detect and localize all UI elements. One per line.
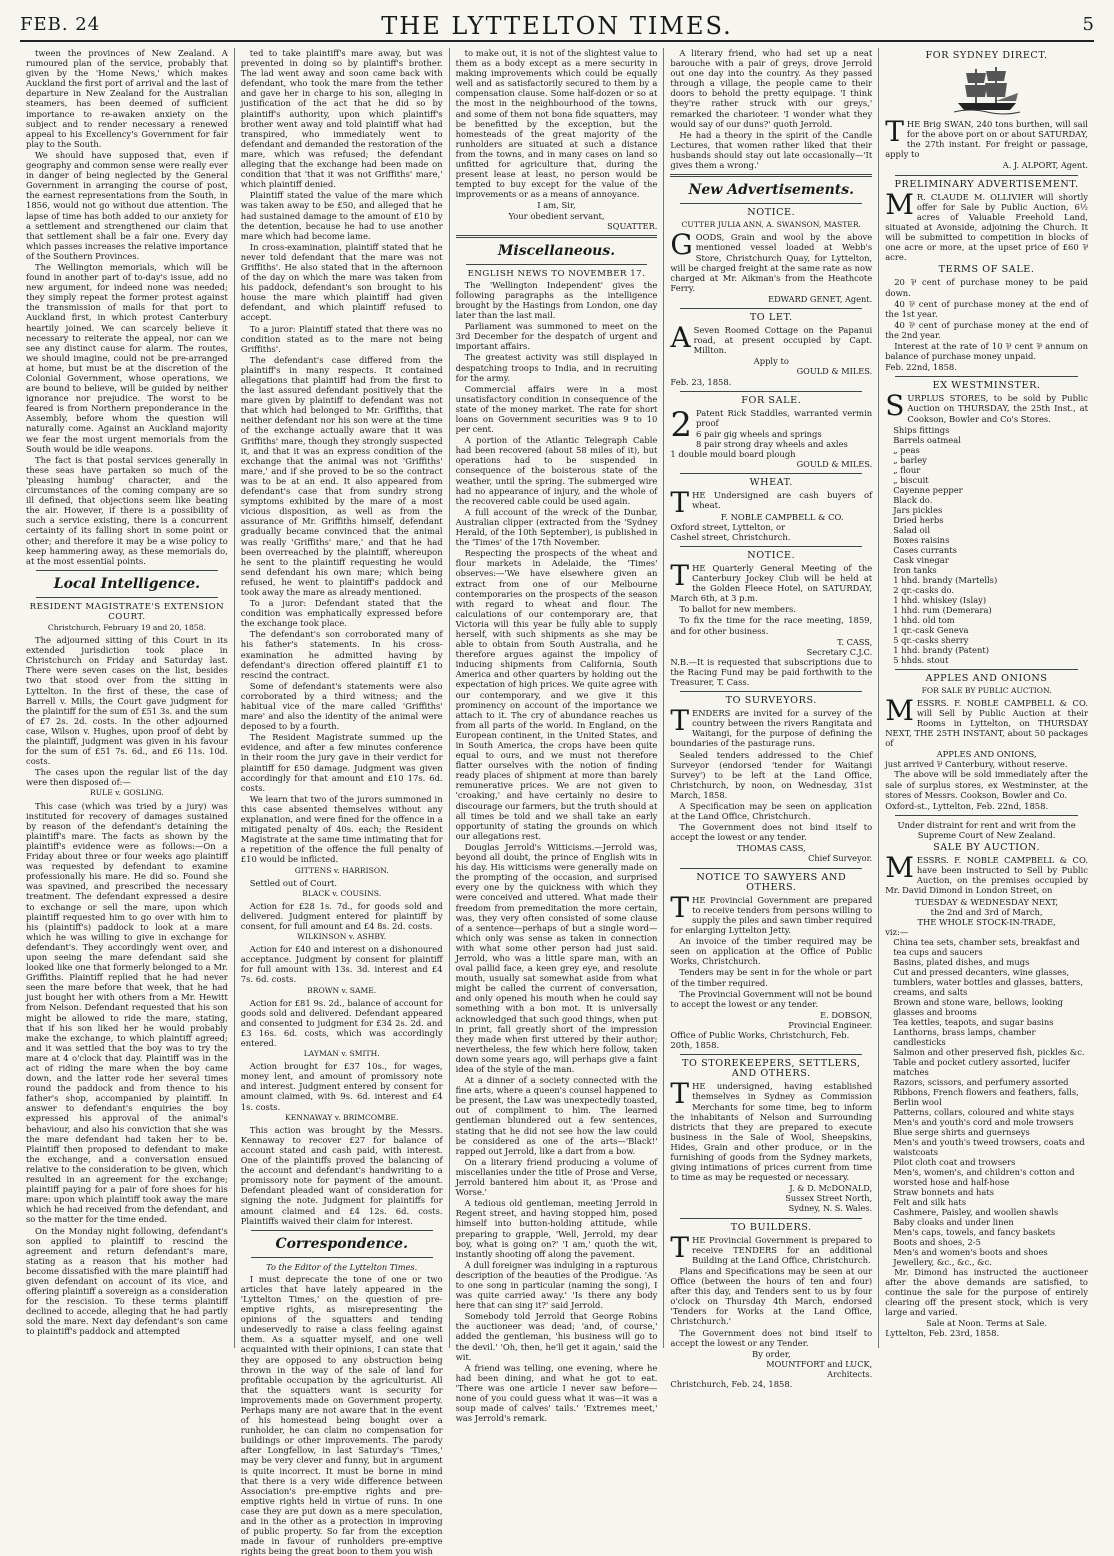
drop-cap: T bbox=[670, 486, 690, 520]
divider bbox=[895, 376, 1078, 377]
ad-date: Lyttelton, Feb. 23rd, 1858. bbox=[885, 1328, 1000, 1339]
case-title: GITTENS v. HARRISON. bbox=[294, 865, 389, 875]
drop-cap: M bbox=[885, 851, 914, 885]
ad-line: 40 ⅌ cent of purchase money at the end of the 1st year. bbox=[885, 298, 1088, 319]
article-paragraph: The greatest activity was still displayed in despatching troops to India, and in recruiting for the army. bbox=[455, 352, 658, 383]
divider bbox=[680, 691, 862, 692]
ad-line: just arrived ⅌ Canterbury, without reserve. bbox=[885, 759, 1068, 770]
ad-date: Feb. 23, 1858. bbox=[670, 376, 732, 387]
ad-apply: Apply to bbox=[753, 356, 789, 367]
list-item: „ flour bbox=[893, 464, 921, 475]
ad-address: Sydney, N. S. Wales. bbox=[788, 1203, 873, 1214]
ad-body: OODS, Grain and wool by the above mentioned vessel loaded at Webb's Store, Christchurch Quay, for Lyttelton, will be charged freight at the same rate as now charged at Mr. Aikman's from the Heathcote Ferry. bbox=[670, 232, 873, 293]
ad-line: 1 double mould board plough bbox=[670, 449, 796, 460]
ad-signature-title: Chief Surveyor. bbox=[808, 853, 873, 864]
list-item: Barrels oatmeal bbox=[893, 434, 961, 445]
ad-date: Feb. 22nd, 1858. bbox=[885, 362, 957, 373]
list-item: Men's and youth's cord and mole trowsers bbox=[893, 1116, 1074, 1127]
page-number: 5 bbox=[1082, 14, 1094, 35]
list-item: 5 qr.-casks sherry bbox=[893, 634, 969, 645]
drop-cap: S bbox=[885, 389, 905, 423]
ad-line: Mr. Dimond has instructed the auctioneer after the above demands are satisfied, to continue the sale for the purpose of entirely clearing off the present stock, which is very large and varied. bbox=[885, 1266, 1088, 1318]
ad-address: Oxford street, Lyttelton, or bbox=[670, 521, 786, 532]
ad-body: HE Brig SWAN, 240 tons burthen, will sail for the above port on or about SATURDAY, the 27th instant. For freight or passage, apply to bbox=[885, 119, 1088, 160]
ad-line: A Specification may be seen on application at the Land Office, Christchurch. bbox=[670, 801, 873, 822]
list-item: Cases currants bbox=[893, 544, 957, 555]
article-paragraph: On a literary friend producing a volume of miscellanies under the title of Prose and Verse, Jerrold bantered him about it, as 'Prose and Worse.' bbox=[455, 1156, 658, 1198]
case-title: RULE v. GOSLING. bbox=[90, 788, 164, 798]
article-paragraph: Plaintiff stated the value of the mare which was taken away to be £50, and alleged that he had sustained damage to the amount of £10 by the detention, because he had to use another mare which had become lame. bbox=[240, 190, 443, 241]
ad-date: Oxford-st., Lyttelton, Feb. 22nd, 1858. bbox=[885, 800, 1049, 811]
column-4 bbox=[664, 48, 879, 1389]
divider bbox=[680, 868, 862, 869]
ad-highlight: TUESDAY & WEDNESDAY NEXT, bbox=[915, 896, 1059, 907]
drop-cap: M bbox=[885, 187, 914, 221]
list-item: 1 hhd. whiskey (Islay) bbox=[893, 594, 987, 605]
drop-cap: G bbox=[670, 228, 693, 262]
divider bbox=[680, 203, 862, 204]
ad-signature-title: Architects. bbox=[827, 1368, 873, 1379]
list-item: „ barley bbox=[893, 454, 927, 465]
article-paragraph: The adjourned sitting of this Court in its extended jurisdiction took place in Christchurch on Friday and Saturday last. There were seven cases on the list, besides two that stood over from the sitting in Lyttelton. In the first of these, the case of Barrell v. Mills, the Court gave judgment for the plaintiff for the sum of £51 3s. and the sum of £7 2s. 2d. costs. In the other adjourned case, Wilson v. Hughes, upon proof of debt by the plaintiff, judgment was given in his favour for the sum of £51 7s. 6d., and £6 11s. 10d. costs. bbox=[26, 635, 228, 767]
ad-body: URPLUS STORES, to be sold by Public Auction on THURSDAY, the 25th Inst., at Cookson, Bowler and Co's Stores. bbox=[907, 393, 1088, 424]
ad-number: 2 bbox=[670, 404, 693, 445]
ad-note: N.B.—It is requested that subscriptions due to the Racing Fund may be paid forthwith to the Treasurer, T. Cass. bbox=[670, 656, 873, 687]
ad-line: To ballot for new members. bbox=[679, 604, 796, 615]
article-paragraph: At a dinner of a society connected with the fine arts, where a queen's counsel happened to be present, the Law was unexpectedly toasted, out of compliment to him. The learned gentleman blundered out a few sentences, stating that he did not see how the law could be considered as one of the arts—'Black!' rapped out Jerrold, like a dart from a bow. bbox=[455, 1075, 658, 1156]
divider bbox=[466, 264, 648, 265]
case-title: BROWN v. SAME. bbox=[307, 985, 377, 995]
ad-body: HE Provincial Government are prepared to receive tenders from persons willing to supply the piles and sawn timber required for enlarging Lyttelton Jetty. bbox=[670, 894, 873, 936]
article-paragraph: A literary friend, who had set up a neat barouche with a pair of greys, drove Jerrold out one day into the country. As they passed through a village, the people came to their doors to behold the pretty equipage. 'I think they're rather struck with our greys,' remarked the charioteer. 'I wonder what they would say of our duns?' quoth Jerrold. bbox=[670, 48, 873, 129]
ad-title: NOTICE. bbox=[747, 549, 796, 561]
list-item: Lanthorns, brass lamps, chamber candlesticks bbox=[893, 1026, 1036, 1047]
list-item: Cashmere, Paisley, and woollen shawls bbox=[893, 1206, 1059, 1217]
list-item: Jars pickles bbox=[893, 504, 943, 515]
section-heading: Correspondence. bbox=[275, 1235, 408, 1252]
letter-salutation: I am, Sir, bbox=[537, 200, 576, 211]
letter-signature: SQUATTER. bbox=[607, 220, 658, 231]
letter-closing: Your obedient servant, bbox=[508, 210, 605, 221]
drop-cap: A bbox=[670, 321, 691, 355]
article-paragraph: Commercial affairs were in a most unsatisfactory condition in consequence of the state of the money market. The rate for short loans on Government securities was 9 to 10 per cent. bbox=[455, 383, 658, 435]
ad-line: 40 ⅌ cent of purchase money at the end of the 2nd year. bbox=[885, 319, 1088, 340]
ad-preamble: Under distraint for rent and writ from the Supreme Court of New Zealand. bbox=[897, 819, 1076, 840]
drop-cap: T bbox=[885, 115, 904, 149]
ad-line: The Government does not bind itself to accept the lowest or any tender. bbox=[670, 822, 873, 843]
ad-body: ENDERS are invited for a survey of the country between the rivers Rangitata and Waitangi, for the purpose of defining the boundaries of the pasturage runs. bbox=[670, 708, 873, 749]
list-item: 2 qr.-casks do. bbox=[893, 584, 955, 595]
article-paragraph: The defendant's son corroborated many of his father's statements. In his cross-examination he admitted having by defendant's direction offered plaintiff £1 to rescind the contract. bbox=[240, 629, 443, 680]
divider bbox=[670, 174, 872, 177]
ad-title: TO STOREKEEPERS, SETTLERS, AND OTHERS. bbox=[681, 1058, 861, 1080]
list-item: Men's caps, towels, and fancy baskets bbox=[893, 1226, 1056, 1237]
divider bbox=[251, 1230, 433, 1231]
drop-cap: M bbox=[885, 693, 914, 727]
masthead-date: FEB. 24 bbox=[20, 14, 101, 35]
article-paragraph: Action for £81 9s. 2d., balance of account for goods sold and delivered. Defendant appeared and consented to judgment for £34 2s. 2d. and £3 16s. 6d. costs, which was accordingly entered. bbox=[240, 997, 443, 1048]
list-item: Black do. bbox=[893, 494, 933, 505]
list-item: Straw bonnets and hats bbox=[893, 1186, 995, 1197]
case-title: BLACK v. COUSINS. bbox=[302, 888, 382, 898]
divider bbox=[680, 391, 862, 392]
case-title: KENNAWAY v. BRIMCOMBE. bbox=[285, 1112, 399, 1122]
ad-signature: J. & D. McDONALD, bbox=[789, 1183, 873, 1194]
ad-highlight: THE WHOLE STOCK-IN-TRADE, bbox=[917, 916, 1056, 927]
ad-body: ESSRS. F. NOBLE CAMPBELL & CO. will Sell by Public Auction at their Rooms in Lyttelton, on THURSDAY NEXT, THE 25TH INSTANT, about 50 packages of bbox=[885, 697, 1088, 749]
divider bbox=[680, 1054, 862, 1055]
ad-address: Cashel street, Christchurch. bbox=[670, 531, 791, 542]
court-heading: RESIDENT MAGISTRATE'S EXTENSION COURT. bbox=[29, 601, 225, 622]
article-paragraph: The defendant's case differed from the plaintiff's in many respects. It contained allegations that plaintiff had from the first to the last assured defendant positively that the mare given by plaintiff to defendant was not that which had belonged to Mr. Griffiths, that neither defendant nor his son were at the time of the exchange actually aware that it was Griffiths' mare, though they strongly suspected it, and that it was an express condition of the exchange that the animal was not 'Griffiths' mare,' and if she proved to be so the contract was to be at an end. It also appeared from defendant's case that from sundry strong symptoms exhibited by the mare of a most vicious disposition, as well as from the assurance of Mr. Griffiths himself, defendant gradually became convinced that the animal was really 'Griffiths' mare,' and that he had been overreached by the plaintiff, whereupon he sent to the plaintiff requesting he would send defendant his own mare; which being refused, he went to plaintiff's paddock and took away the mare as already mentioned. bbox=[240, 354, 443, 597]
divider bbox=[895, 669, 1078, 670]
list-item: Patterns, collars, coloured and white stays bbox=[893, 1106, 1075, 1117]
list-item: Ribbons, French flowers and feathers, falls, Berlin wool bbox=[893, 1086, 1079, 1107]
ship-icon bbox=[952, 63, 1022, 115]
list-item: Dried herbs bbox=[893, 514, 944, 525]
list-item: „ peas bbox=[893, 444, 920, 455]
ad-signature: GOULD & MILES. bbox=[796, 459, 873, 470]
ad-title: FOR SYDNEY DIRECT. bbox=[925, 50, 1048, 61]
article-paragraph: We learn that two of the jurors summoned in this case absented themselves without any explanation, and were fined for the offence in a mitigated penalty of 40s. each; the Resident Magistrate at the same time intimating that for a repetition of the offence the full penalty of £10 would be inflicted. bbox=[240, 793, 443, 865]
masthead bbox=[20, 12, 1094, 42]
drop-cap: T bbox=[670, 1230, 690, 1264]
ad-line: Interest at the rate of 10 ⅌ cent ⅌ annum on balance of purchase money unpaid. bbox=[885, 340, 1088, 362]
ad-body: HE Quarterly General Meeting of the Canterbury Jockey Club will be held at the Golden Fleece Hotel, on SATURDAY, March 6th, at 3 p.m. bbox=[670, 562, 873, 604]
ad-date: Office of Public Works, Christchurch, Feb. 20th, 1858. bbox=[670, 1029, 850, 1051]
ad-line: 20 ⅌ cent of purchase money to be paid down. bbox=[885, 277, 1088, 298]
article-paragraph: A full account of the wreck of the Dunbar, Australian clipper (extracted from the 'Sydney Herald, of the 10th September), is published in the 'Times' of the 17th November. bbox=[455, 506, 658, 548]
list-item: Pilot cloth coat and trowsers bbox=[893, 1156, 1016, 1167]
list-item: Table and pocket cutlery assorted, lucifer matches bbox=[893, 1056, 1070, 1077]
page-columns bbox=[20, 48, 1094, 1556]
article-paragraph: The Wellington memorials, which will be found in another part of to-day's issue, add no new argument, for indeed none was needed; they simply repeat the former protest against the transmission of mails for that port to Auckland first, in which protest Canterbury heartily joined. We can scarcely believe it necessary to reiterate the appeal, nor can we see any distinct cause for alarm. The routes, we should imagine, could not be pre-arranged at home, but must be at the discretion of the Colonial Government, whose operations, we are bound to believe, will be guided by neither ignorance nor prejudice. The worst to be feared is from Northern preponderance in the Assembly, before whom the question will naturally come. Against an Auckland majority we fear the most urgent memorials from the South would be idle weapons. bbox=[26, 261, 228, 454]
ad-title: FOR SALE. bbox=[741, 394, 802, 406]
list-item: Tea kettles, teapots, and sugar basins bbox=[893, 1016, 1054, 1027]
article-paragraph: Some of defendant's statements were also corroborated by a third witness; and the habitual vice of the mare called 'Griffiths' mare' and also the identity of the animal were deposed to by a fourth. bbox=[240, 680, 443, 732]
column-1 bbox=[20, 48, 235, 1348]
ad-by-order: By order, bbox=[751, 1348, 791, 1359]
ad-body: Seven Roomed Cottage on the Papanui road, at present occupied by Capt. Millton. bbox=[693, 325, 873, 356]
stock-list bbox=[885, 937, 1088, 1267]
ad-title: TO SURVEYORS. bbox=[725, 695, 817, 707]
list-item: Blue serge shirts and guernseys bbox=[893, 1126, 1030, 1137]
ad-signature: T. CASS, bbox=[837, 636, 873, 647]
article-paragraph: To a juror: Defendant stated that the condition was emphatically expressed before the exchange took place. bbox=[240, 598, 443, 629]
ad-line: The Government does not bind itself to accept the lowest or any Tender. bbox=[670, 1327, 873, 1348]
article-paragraph: A tedious old gentleman, meeting Jerrold in Regent street, and having stopped him, posed himself into button-holding attitude, while preparing to grapple, 'Well, Jerrold, my dear boy, what is going on?' 'I am,' quoth the wit, instantly shooting off along the pavement. bbox=[455, 1198, 658, 1259]
article-paragraph: He had a theory in the spirit of the Candle Lectures, that women rather liked that their husbands should stay out late occasionally—'It gives them a wrong.' bbox=[670, 129, 873, 171]
divider bbox=[680, 308, 862, 309]
ad-terms: Sale at Noon. Terms at Sale. bbox=[926, 1318, 1048, 1329]
divider bbox=[895, 815, 1078, 816]
article-paragraph: Action for £28 1s. 7d., for goods sold and delivered. Judgment entered for plaintiff by consent, for full amount and £4 8s. 2d. costs. bbox=[240, 900, 443, 931]
list-item: Cut and pressed decanters, wine glasses, tumblers, water bottles and glasses, batters, creams, and salts bbox=[893, 966, 1084, 997]
ad-line: To fix the time for the race meeting, 1859, and for other business. bbox=[670, 615, 873, 636]
article-paragraph: Action for £40 and interest on a dishonoured acceptance. Judgment by consent for plaintiff for full amount with 13s. 3d. interest and £4 7s. 6d. costs. bbox=[240, 944, 443, 985]
section-heading: Local Intelligence. bbox=[53, 575, 200, 592]
section-heading: Miscellaneous. bbox=[497, 242, 616, 259]
list-item: 1 hhd. rum (Demerara) bbox=[893, 604, 992, 615]
ad-body: Patent Rick Staddles, warranted vermin proof bbox=[696, 407, 873, 428]
article-paragraph: I must deprecate the tone of one or two articles that have lately appeared in the 'Lyttelton Times,' on the question of pre-emptive rights, as misrepresenting the opinions of the squatters and tending undeservedly to raise a class feeling against them. As a squatter myself, and one well acquainted with their opinions, I can state that they are opposed to any obstruction being thrown in the way of the sale of land for profitable occupation by the agriculturist. All that the squatters want is security for improvements made on Government property. Perhaps many are not aware that in the event of his homestead being bought over a runholder, he can claim no compensation for buildings or other improvements. The parody after Longfellow, in last Saturday's 'Times,' may be very clever and funny, but in argument is quite incorrect. It must be borne in mind that there is a very wide difference between Association's pre-emptive rights and pre-emptive rights held in virtue of runs. In one case they are put down as a mere speculation, and in the other as a protection in improving of public property. So far from the exception made in favour of runholders pre-emptive rights being the great boon to them you wish bbox=[240, 1273, 443, 1556]
list-item: Felt and silk hats bbox=[893, 1196, 967, 1207]
ad-title: WHEAT. bbox=[749, 477, 793, 489]
ad-line: The above will be sold immediately after the sale of surplus stores, ex Westminster, at the stores of Messrs. Cookson, Bowler and Co. bbox=[885, 769, 1088, 800]
article-paragraph: A friend was telling, one evening, where he had been dining, and what he got to eat. 'There was one article I never saw before—none of you could guess what it was—it was a soup made of calves' tails.' 'Extremes meet,' was Jerrold's remark. bbox=[455, 1362, 658, 1424]
ad-line: 8 pair strong dray wheels and axles bbox=[696, 439, 848, 449]
ad-signature-title: Provincial Engineer. bbox=[788, 1019, 873, 1030]
list-item: „ biscuit bbox=[893, 474, 929, 485]
ad-signature: GOULD & MILES. bbox=[796, 366, 873, 377]
list-item: Salmon and other preserved fish, pickles &c. bbox=[893, 1046, 1085, 1057]
article-paragraph: To a juror: Plaintiff stated that there was no condition stated as to the mare not being Griffiths'. bbox=[240, 323, 443, 354]
article-paragraph: The Resident Magistrate summed up the evidence, and after a few minutes conference in their room the jury gave in their verdict for plaintiff for £50 damage. Judgment was given accordingly for that amount and £10 17s. 6d. costs. bbox=[240, 732, 443, 793]
article-paragraph: ted to take plaintiff's mare away, but was prevented in doing so by plaintiff's brother. The lad went away and soon came back with defendant, who took the mare from the tether and gave her in charge to his son, alleging in justification of the act that he did so by plaintiff's authority, upon which plaintiff's brother went away and told plaintiff what had transpired, who immediately went to defendant and demanded the restoration of the mare, which was refused; the defendant alleging that the exchange had been made on condition that 'that it was not Griffiths' mare,' which plaintiff denied. bbox=[240, 48, 443, 190]
list-item: Baby cloaks and under linen bbox=[893, 1216, 1014, 1227]
article-paragraph: We should have supposed that, even if geography and common sense were really ever in danger of being neglected by the General Government in arranging the course of post, the earnest representations from the South, in 1856, would not go without due attention. The lapse of time has both added to our anxiety for a settlement and strengthened our claim that that settlement shall be a fair one. Every day which passes increases the relative importance of the Southern Provinces. bbox=[26, 149, 228, 261]
column-2 bbox=[235, 48, 450, 1556]
ad-body: R. CLAUDE M. OLLIVIER will shortly offer for Sale by Public Auction, 6½ acres of Valuable Freehold Land, situated at Avonside, adjoining the Church. It will be submitted to competition in blocks of one acre or more, at the upset price of £60 ⅌ acre. bbox=[885, 191, 1088, 263]
article-paragraph: A portion of the Atlantic Telegraph Cable had been recovered (about 58 miles of it), but operations had to be suspended in consequence of the boisterous state of the weather, until the spring. The submerged wire had no appearance of injury, and the whole of the recovered cable could be used again. bbox=[455, 435, 658, 506]
list-item: Boots and shoes, 2-5 bbox=[893, 1236, 981, 1247]
drop-cap: T bbox=[670, 704, 690, 738]
ad-signature: A. J. ALPORT, Agent. bbox=[1002, 160, 1088, 171]
ad-line: Plans and Specifications may be seen at our Office (between the hours of ten and four) after this day, and Tenders sent to us by four o'clock on Thursday 4th March, endorsed 'Tenders for Works at the Land Office, Christchurch.' bbox=[670, 1265, 873, 1327]
divider bbox=[895, 175, 1078, 176]
list-item: Ships fittings bbox=[893, 424, 950, 435]
list-item: 1 hhd. old tom bbox=[893, 614, 955, 625]
ad-title: TO LET. bbox=[749, 311, 793, 323]
list-item: Men's and women's boots and shoes bbox=[893, 1246, 1048, 1257]
article-paragraph: Somebody told Jerrold that George Robins the auctioneer was dead; 'and, of course,' added the gentleman, 'his business will go to the devil.' 'Oh, then, he'll get it again,' said the wit. bbox=[455, 1311, 658, 1362]
ad-line: viz:— bbox=[885, 926, 909, 937]
article-paragraph: This action was brought by the Messrs. Kennaway to recover £27 for balance of account stated and cash paid, with interest. One of the plaintiffs proved the balancing of the account and defendant's handwriting to a promissory note for payment of the amount. Defendant pleaded want of consideration for signing the note. Judgment for plaintiffs for amount claimed and £4 12s. 6d. costs. Plaintiffs waived their claim for interest. bbox=[240, 1124, 443, 1226]
ad-address: Sussex Street North, bbox=[785, 1193, 873, 1204]
ad-line: An invoice of the timber required may be seen on application at the Office of Public Works, Christchurch. bbox=[670, 936, 873, 967]
terms-heading: TERMS OF SALE. bbox=[938, 264, 1035, 276]
ad-date: Christchurch, Feb. 24, 1858. bbox=[670, 1378, 793, 1389]
list-item: Iron tanks bbox=[893, 564, 937, 575]
divider bbox=[680, 473, 862, 474]
list-item: 5 hhds. stout bbox=[893, 654, 949, 665]
list-item: Basins, plated dishes, and mugs bbox=[893, 956, 1030, 967]
ad-subtitle: FOR SALE BY PUBLIC AUCTION. bbox=[921, 685, 1052, 695]
divider bbox=[36, 570, 218, 571]
ad-body: HE undersigned, having established themselves in Sydney as Commission Merchants for some time, beg to inform the inhabitants of Nelson and Surrounding districts that they are prepared to execute business in the Sale of Wool, Sheepskins, Hides, Grain and other produce, or in the furnishing of goods from the Sydney markets, giving intimations of prices current from time to time as may be requested or necessary. bbox=[670, 1081, 873, 1183]
article-paragraph: to make out, it is not of the slightest value to them as a body except as a mere security in making improvements which could be equally well and as satisfactorily secured to them by a compensation clause. Some half-dozen or so at the most in the neighbourhood of the towns, and some of them not bona fide squatters, may be benefitted by the exception, but the homesteads of the great majority of the runholders are situated at such a distance from the towns, and in many cases on land so unfitted for agriculture that, during the present lease at least, no person would be tempted to buy except for the value of the improvements or as a means of annoyance. bbox=[455, 48, 658, 200]
news-heading: ENGLISH NEWS TO NOVEMBER 17. bbox=[467, 268, 646, 279]
ad-signature: F. NOBLE CAMPBELL & CO. bbox=[720, 511, 844, 522]
ad-line: The Provincial Government will not be bound to accept the lowest or any tender. bbox=[670, 988, 873, 1009]
list-item: Jewellery, &c., &c., &c. bbox=[893, 1256, 992, 1267]
section-heading: New Advertisements. bbox=[688, 182, 854, 199]
list-item: Brown and stone ware, bellows, looking glasses and brooms bbox=[893, 996, 1063, 1017]
article-paragraph: Action brought for £37 10s., for wages, money lent, and amount of promissory note and interest. Judgment entered by consent for amount claimed, with 9s. 6d. interest and £4 1s. costs. bbox=[240, 1061, 443, 1112]
ad-signature: EDWARD GENET, Agent. bbox=[768, 293, 873, 304]
list-item: Boxes raisins bbox=[893, 534, 950, 545]
ad-title: TO BUILDERS. bbox=[730, 1221, 812, 1233]
dateline: Christchurch, February 19 and 20, 1858. bbox=[47, 622, 206, 632]
list-item: 1 hhd. brandy (Martells) bbox=[893, 574, 998, 585]
list-item: Men's and youth's tweed trowsers, coats and waistcoats bbox=[893, 1136, 1085, 1157]
case-title: LAYMAN v. SMITH. bbox=[303, 1049, 380, 1059]
masthead-title: THE LYTTELTON TIMES. bbox=[381, 12, 733, 40]
article-paragraph: tween the provinces of New Zealand. A rumoured plan of the service, probably that given by the 'Home News,' which makes Auckland the first port of arrival and the last of departure in New Zealand for the Australian steamers, has been deemed of sufficient importance to re-awaken anxiety on the subject and to render necessary a renewed appeal to his Excellency's Government for fair play to the South. bbox=[26, 48, 228, 149]
ad-line: Sealed tenders addressed to the Chief Surveyor (endorsed 'tender for Waitangi Survey') to be left at the Land Office, Christchurch, by noon, on Wednesday, 31st March, 1858. bbox=[670, 749, 873, 800]
ad-highlight: APPLES AND ONIONS, bbox=[936, 749, 1037, 760]
drop-cap: T bbox=[670, 890, 690, 924]
ad-body: HE Undersigned are cash buyers of wheat. bbox=[692, 490, 873, 511]
list-item: China tea sets, chamber sets, breakfast and tea cups and saucers bbox=[893, 936, 1080, 957]
ad-title: APPLES AND ONIONS bbox=[925, 672, 1048, 684]
ad-title: NOTICE TO SAWYERS AND OTHERS. bbox=[696, 871, 847, 893]
ad-title: NOTICE. bbox=[747, 207, 796, 219]
divider bbox=[36, 597, 218, 598]
case-title: WILKINSON v. ASHBY. bbox=[297, 932, 387, 942]
list-item: 1 hhd. brandy (Patent) bbox=[893, 644, 990, 655]
list-item: Razors, scissors, and perfumery assorted bbox=[893, 1076, 1069, 1087]
article-paragraph: Parliament was summoned to meet on the 3rd December for the despatch of urgent and important affairs. bbox=[455, 321, 658, 352]
article-paragraph: This case (which was tried by a jury) was instituted for recovery of damages sustained by reason of the defendant's detaining the plaintiff's mare. The facts as shown by the plaintiff's evidence were as follows:—On a Friday about three or four weeks ago plaintiff was requested by defendant to examine professionally his mare. He did so. Found she was spavined, and prescribed the necessary treatment. The defendant expressed a desire to exchange or sell the mare, upon which plaintiff requested him to go over with him to his (plaintiff's) paddock to look at a mare which he was willing to give in exchange for defendant's. They accordingly went over, and upon seeing the mare defendant said she looked like one that formerly belonged to a Mr. Griffiths. Plaintiff replied that he had never seen the mare before that week, that he had just bought her with others from a Mr. Hewitt from Nelson. Defendant requested that his son might be allowed to ride the mare, stating, that if his son liked her he would probably make the exchange, to which plaintiff agreed; and it was settled that the boy was to try the mare at 4 o'clock that day. Plaintiff was in the act of riding the mare when the boy came down, and the latter rode her several times round the paddock and from thence to his father's shop, accompanied by plaintiff. In answer to defendant's enquiries the boy expressed his approval of the animal's behaviour, and also his conviction that she was the mare defendant had taken her to be. Plaintiff then proposed to defendant to make the exchange, and a conversation ensued relative to the consideration to be given, which resulted in an agreement for the exchange; plaintiff paying for a pair of fore shoes for his mare: upon which plaintiff took away the mare which he had received from the defendant, and so the matter for the time ended. bbox=[26, 800, 228, 1225]
column-3 bbox=[450, 48, 665, 1424]
letter-address: To the Editor of the Lyttelton Times. bbox=[266, 1261, 418, 1272]
column-5 bbox=[879, 48, 1094, 1348]
ad-title: SALE BY AUCTION. bbox=[933, 842, 1041, 854]
ad-signature: THOMAS CASS, bbox=[736, 843, 806, 854]
list-item: Salad oil bbox=[893, 524, 931, 535]
ad-signature: E. DOBSON, bbox=[820, 1009, 873, 1020]
stores-list bbox=[885, 425, 1088, 665]
list-item: Men's, women's, and children's cotton and worsted hose and half-hose bbox=[893, 1166, 1075, 1187]
divider bbox=[251, 1257, 433, 1258]
ad-signature: MOUNTFORT and LUCK, bbox=[766, 1358, 873, 1369]
ad-title: EX WESTMINSTER. bbox=[932, 380, 1041, 392]
article-paragraph: A dull foreigner was indulging in a rapturous description of the beauties of the Prodigue. 'As to one song in particular (naming the song), I was quite carried away.' 'Is there any body here that can sing it?' said Jerrold. bbox=[455, 1259, 658, 1311]
ad-subtitle: CUTTER JULIA ANN, A. SWANSON, MASTER. bbox=[681, 220, 861, 230]
ad-line: 6 pair gig wheels and springs bbox=[696, 428, 822, 439]
list-item: Cask vinegar bbox=[893, 554, 949, 565]
ad-line: Tenders may be sent in for the whole or part of the timber required. bbox=[670, 967, 873, 988]
article-paragraph: On the Monday night following, defendant's son applied to plaintiff to rescind the agreement and return defendant's mare, stating as a reason that his mother had become dissatisfied with the mare plaintiff had given defendant on account of its vice, and offering plaintiff a sovereign as a consideration for the rescision. To these terms plaintiff declined to accede, alleging that he had partly sold the mare. Next day defendant's son came to plaintiff's paddock and attempted bbox=[26, 1225, 228, 1337]
article-paragraph: Settled out of Court. bbox=[249, 877, 338, 888]
list-item: 1 qr.-cask Geneva bbox=[893, 624, 969, 635]
article-paragraph: The fact is that postal services generally in these seas have partaken so much of the 'pleasing humbug' character, and the circumstances of the coming company are so ill defined, that objections seem like beating the air. However, if there is a possibility of such a service existing, there is a concurrent certainty of its falling short in some point or other; and therefore it may be a wise policy to keep hammering away, as these memorials do, at the most essential points. bbox=[26, 454, 228, 566]
ad-title: PRELIMINARY ADVERTISEMENT. bbox=[894, 178, 1079, 190]
ad-line: the 2nd and 3rd of March, bbox=[930, 906, 1043, 917]
article-paragraph: The 'Wellington Independent' gives the following paragraphs as the intelligence brought by the Hastings from London, one day later than the last mail. bbox=[455, 279, 658, 321]
drop-cap: T bbox=[670, 558, 690, 592]
article-paragraph: Douglas Jerrold's Witticisms.—Jerrold was, beyond all doubt, the prince of English wits in his day. His witticisms were generally made on the prompting of the occasion, and surprised every one by the quickness with which they were conceived and uttered. What made their freedom from premeditation the more certain, was, they very often consisted of some clause of a sentence—perhaps of but a single word—which only was sense as taken in connection with what some other person had just said. Jerrold, who was a little spare man, with an oval pallid face, a keen grey eye, and resolute mouth, usually sat somewhat aside from what might be called the current of conversation, and only opened his mouth when he could say something with a bon mot. It is universally acknowledged that such good things, when put in print, fall greatly short of the impression they made when first uttered by their author; nevertheless, the few which here follow, taken down some years ago, will perhaps give a faint idea of the style of the man. bbox=[455, 841, 658, 1074]
divider bbox=[456, 235, 658, 238]
drop-cap: T bbox=[670, 1077, 690, 1111]
ad-body: ESSRS. F. NOBLE CAMPBELL & CO. have been instructed to Sell by Public Auction, on the premises occupied by Mr. David Dimond in London Street, on bbox=[885, 855, 1088, 896]
article-paragraph: In cross-examination, plaintiff stated that he never told defendant that the mare was not Griffiths'. He also stated that in the afternoon of the day on which the mare was taken from his paddock, defendant's son brought to his house the mare which plaintiff had given defendant, and which plaintiff refused to accept. bbox=[240, 241, 443, 323]
divider bbox=[680, 1218, 862, 1219]
ad-body: HE Provincial Government is prepared to receive TENDERS for an additional Building at the Land Office, Christchurch. bbox=[692, 1234, 873, 1265]
list-item: Cayenne pepper bbox=[893, 484, 963, 495]
ad-signature-title: Secretary C.J.C. bbox=[806, 646, 873, 657]
divider bbox=[680, 546, 862, 547]
article-paragraph: The cases upon the regular list of the day were then disposed of:— bbox=[26, 767, 228, 788]
article-paragraph: Respecting the prospects of the wheat and flour markets in Adelaide, the 'Times' observes:—'We have elsewhere given an extract from one of our Melbourne contemporaries on the prospects of the season with regard to wheat and flour. The calculations of our contemporary are, that Victoria will this year be fully able to supply herself, with such shipments as she may be able to obtain from South Australia, and he therefore argues against the impolicy of inducing shipments from California, South America and other quarters by holding out the expectation of high prices. We quite agree with our contemporary, and we give it this prominency on account of the importance we attach to it. The cry of abundance reaches us from all parts of the world. In England, on the European continent, in the United States, and in South America, the crops have been quite equal to ours, and we must not therefore flatter ourselves with the notion of finding ready places of shipment at more than barely remunerative prices. We are not given to 'croaking,' and have certainly no desire to discourage our farmers, but the truth should at all times be told and we shall take an early opportunity of stating the grounds on which our allegations rest. bbox=[455, 548, 658, 841]
